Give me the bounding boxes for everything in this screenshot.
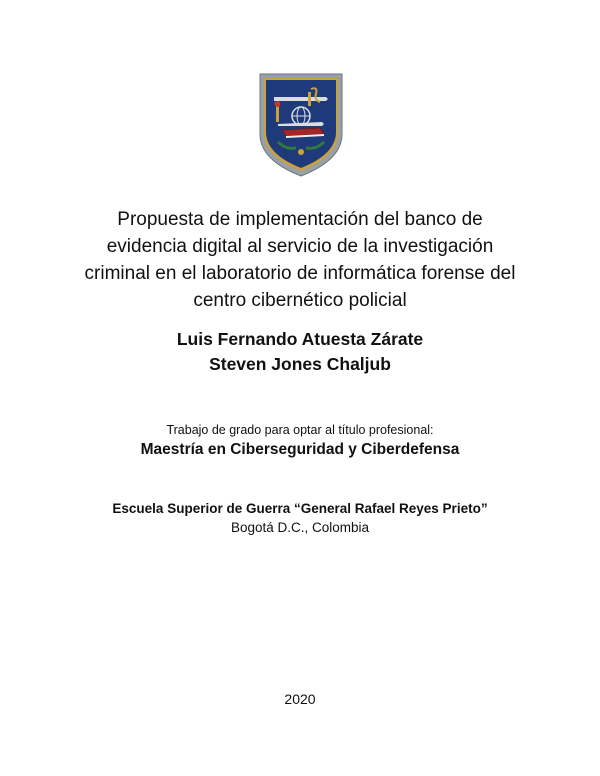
city: Bogotá D.C., Colombia xyxy=(230,520,370,535)
document-title xyxy=(70,206,530,314)
title-line: centro cibernético policial xyxy=(193,290,407,311)
author-name: Steven Jones Chaljub xyxy=(209,354,391,374)
title-line: criminal en el laboratorio de informática forense del xyxy=(84,263,516,284)
police-crest-icon xyxy=(256,72,346,178)
year: 2020 xyxy=(284,691,316,707)
authors xyxy=(60,327,540,377)
title-line: evidencia digital al servicio de la investigación xyxy=(106,236,494,257)
degree-name: Maestría en Ciberseguridad y Ciberdefensa xyxy=(140,441,460,458)
school-name: Escuela Superior de Guerra “General Rafael Reyes Prieto” xyxy=(112,501,488,516)
author-name: Luis Fernando Atuesta Zárate xyxy=(176,329,424,349)
degree-intro: Trabajo de grado para optar al título profesional: xyxy=(166,423,434,437)
title-line: Propuesta de implementación del banco de xyxy=(117,209,483,230)
